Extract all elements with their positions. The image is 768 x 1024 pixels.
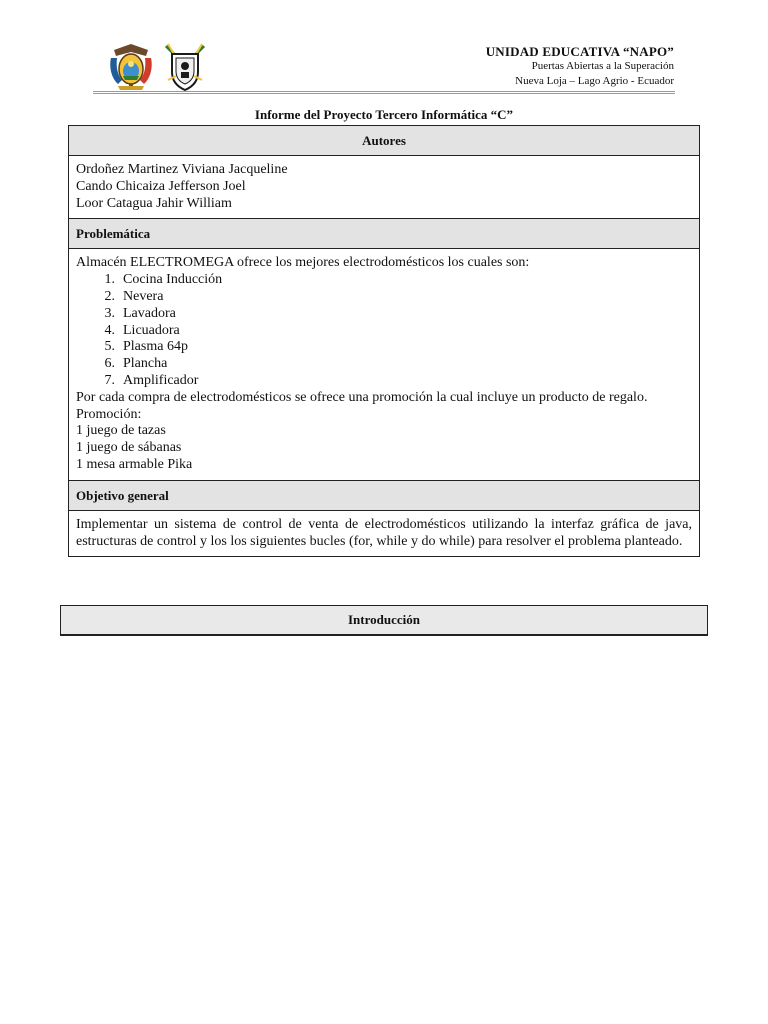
promotion-description: Por cada compra de electrodomésticos se ofrece una promoción la cual incluye un producto de regalo. [76, 389, 648, 405]
school-motto: Puertas Abiertas a la Superación [531, 60, 674, 72]
list-item-number: 5. [104, 339, 115, 355]
problem-body [69, 249, 699, 480]
list-item-number: 4. [104, 322, 115, 338]
list-item [76, 306, 692, 323]
problem-heading: Problemática [69, 219, 699, 249]
list-item-number: 1. [104, 272, 115, 288]
authors-list [69, 156, 699, 219]
introduction-heading: Introducción [60, 605, 708, 636]
list-item [76, 272, 692, 289]
author-name: Loor Catagua Jahir William [76, 195, 232, 211]
school-header [486, 44, 674, 89]
objective-heading: Objetivo general [69, 481, 699, 511]
list-item-number: 7. [104, 372, 115, 388]
list-item [76, 339, 692, 356]
appliance-list [76, 272, 692, 390]
list-item-text: Licuadora [123, 322, 180, 338]
list-item-number: 6. [104, 356, 115, 372]
list-item-text: Amplificador [123, 372, 199, 388]
promotion-item: 1 mesa armable Pika [76, 456, 193, 472]
authors-heading: Autores [69, 126, 699, 156]
promotion-item: 1 juego de tazas [76, 423, 166, 439]
author-name: Ordoñez Martinez Viviana Jacqueline [76, 162, 288, 177]
list-item [76, 323, 692, 340]
list-item-number: 2. [104, 288, 115, 304]
problem-intro: Almacén ELECTROMEGA ofrece los mejores electrodomésticos los cuales son: [76, 255, 530, 271]
list-item [76, 356, 692, 373]
school-location: Nueva Loja – Lago Agrio - Ecuador [515, 75, 674, 87]
school-crest-icon [162, 40, 208, 92]
list-item-number: 3. [104, 305, 115, 321]
list-item-text: Nevera [123, 288, 164, 304]
list-item-text: Lavadora [123, 305, 176, 321]
promotion-label: Promoción: [76, 406, 142, 422]
promotion-item: 1 juego de sábanas [76, 440, 182, 456]
header-divider [93, 91, 675, 94]
list-item-text: Plasma 64p [123, 339, 188, 355]
objective-text: Implementar un sistema de control de venta de electrodomésticos utilizando la interfaz gráfica de java, estructuras de control y los los siguientes bucles (for, while y do while) para resolver el problema planteado. [76, 516, 692, 549]
list-item [76, 373, 692, 390]
report-table [68, 125, 700, 557]
list-item-text: Cocina Inducción [123, 272, 223, 288]
list-item-text: Plancha [123, 356, 168, 372]
school-name: UNIDAD EDUCATIVA “NAPO” [485, 44, 674, 59]
document-title: Informe del Proyecto Tercero Informática “C” [254, 107, 514, 122]
author-name: Cando Chicaiza Jefferson Joel [76, 178, 246, 194]
list-item [76, 289, 692, 306]
ecuador-coat-of-arms-icon [108, 40, 154, 92]
